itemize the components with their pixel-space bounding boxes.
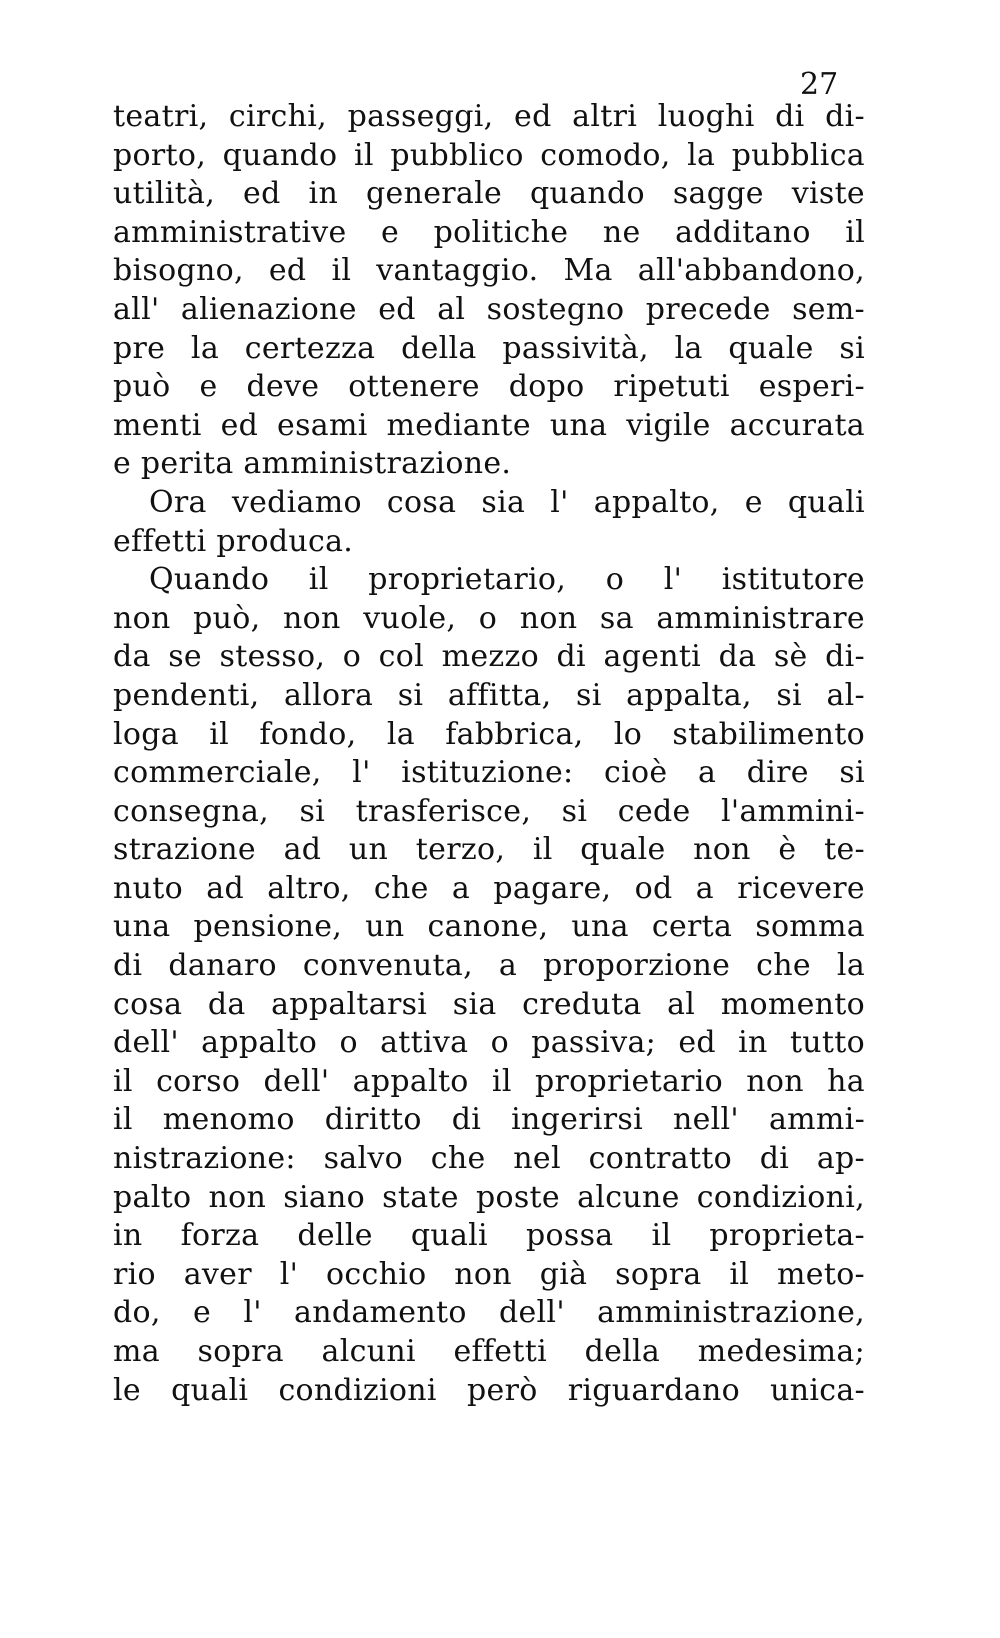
text-line: amministrative e politiche ne additano il xyxy=(113,214,865,250)
text-line: non può, non vuole, o non sa amministrare xyxy=(113,600,865,636)
paragraph-1 xyxy=(113,98,865,484)
text-line: commerciale, l' istituzione: cioè a dire si xyxy=(113,755,865,791)
text-line: strazione ad un terzo, il quale non è te- xyxy=(113,832,865,868)
page-number: 27 xyxy=(800,67,839,102)
text-line: ma sopra alcuni effetti della medesima; xyxy=(113,1334,865,1369)
text-line: effetti produca. xyxy=(113,523,354,559)
text-line: pendenti, allora si affitta, si appalta, si al- xyxy=(113,677,865,713)
paragraph-3 xyxy=(113,561,865,1410)
text-line: utilità, ed in generale quando sagge viste xyxy=(113,176,865,212)
text-line: menti ed esami mediante una vigile accurata xyxy=(113,407,865,443)
text-line: e perita amministrazione. xyxy=(113,446,512,482)
text-line: il menomo diritto di ingerirsi nell' ammi- xyxy=(113,1102,865,1138)
text-line: le quali condizioni però riguardano unica- xyxy=(113,1372,865,1408)
text-line: nuto ad altro, che a pagare, od a ricevere xyxy=(113,870,865,906)
text-line: rio aver l' occhio non già sopra il meto- xyxy=(113,1256,865,1292)
text-line: una pensione, un canone, una certa somma xyxy=(113,909,865,945)
text-line: il corso dell' appalto il proprietario non ha xyxy=(113,1063,865,1099)
text-line: pre la certezza della passività, la quale si xyxy=(113,330,865,366)
text-line: cosa da appaltarsi sia creduta al momento xyxy=(113,986,865,1022)
text-line: all' alienazione ed al sostegno precede sem- xyxy=(113,291,865,327)
text-line: dell' appalto o attiva o passiva; ed in tutto xyxy=(113,1025,865,1061)
text-line: do, e l' andamento dell' amministrazione, xyxy=(113,1295,865,1331)
text-line: teatri, circhi, passeggi, ed altri luoghi di di- xyxy=(113,99,865,134)
body-text xyxy=(113,98,865,1410)
paragraph-2 xyxy=(113,484,865,561)
text-line: in forza delle quali possa il proprieta- xyxy=(113,1218,865,1254)
text-line: loga il fondo, la fabbrica, lo stabilimento xyxy=(113,716,865,752)
text-line: da se stesso, o col mezzo di agenti da sè di- xyxy=(113,639,865,675)
text-line: consegna, si trasferisce, si cede l'ammini- xyxy=(113,793,865,829)
text-line: porto, quando il pubblico comodo, la pubblica xyxy=(113,137,865,173)
text-line: bisogno, ed il vantaggio. Ma all'abbandono, xyxy=(113,253,865,289)
text-line: Ora vediamo cosa sia l' appalto, e quali xyxy=(149,484,865,520)
text-line: di danaro convenuta, a proporzione che la xyxy=(113,948,865,984)
text-line: palto non siano state poste alcune condizioni, xyxy=(113,1179,865,1215)
text-line: può e deve ottenere dopo ripetuti esperi- xyxy=(113,369,865,405)
text-line: nistrazione: salvo che nel contratto di ap- xyxy=(113,1141,865,1177)
text-line: Quando il proprietario, o l' istitutore xyxy=(149,562,865,598)
